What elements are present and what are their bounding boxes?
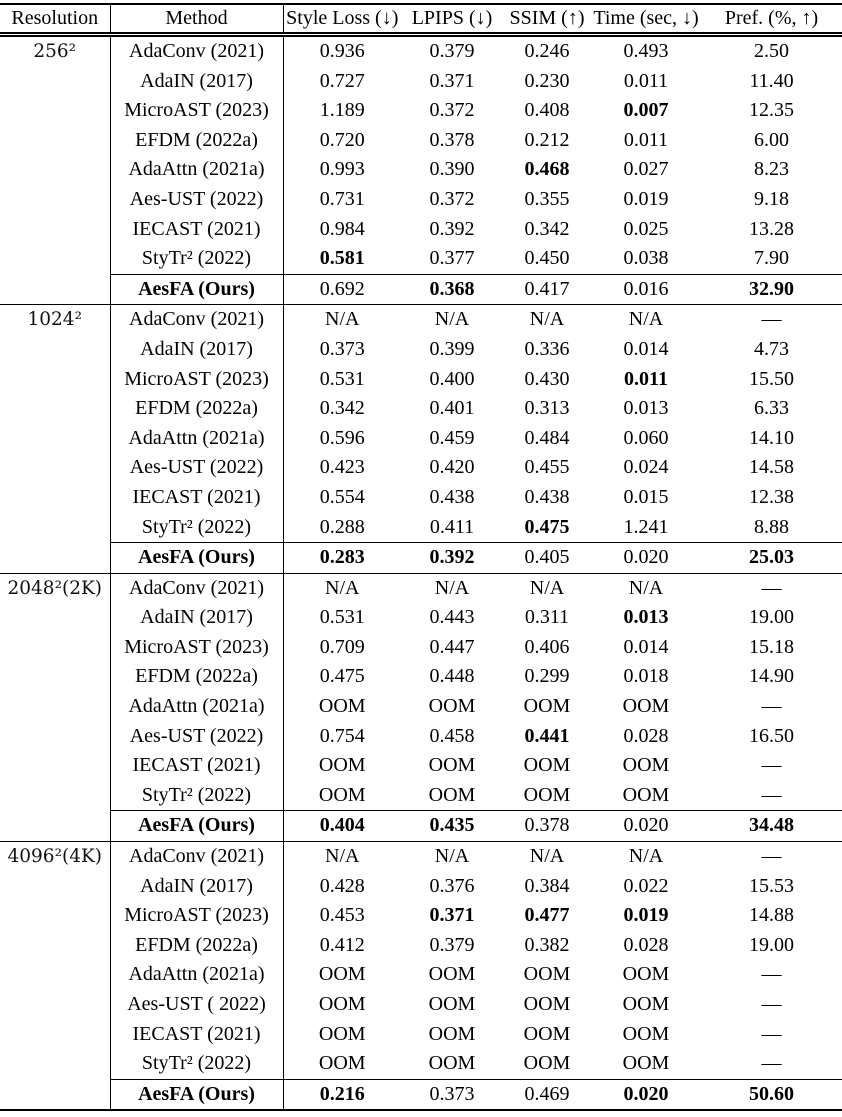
method-cell: AdaAttn (2021a) xyxy=(110,960,283,990)
value-cell: 0.404 xyxy=(283,811,401,842)
value-cell: N/A xyxy=(591,842,701,872)
result-row xyxy=(0,244,842,274)
value-cell: OOM xyxy=(523,783,571,806)
value-cell: N/A xyxy=(503,305,591,335)
result-row xyxy=(0,305,842,335)
col-header-time: Time (sec, ↓) xyxy=(591,4,701,35)
value-cell: 0.246 xyxy=(524,40,570,62)
value-cell: 0.373 xyxy=(401,1079,503,1110)
value-cell: 0.025 xyxy=(623,217,669,240)
value-cell: 0.390 xyxy=(429,158,475,181)
value-cell: — xyxy=(701,305,842,335)
value-cell: OOM xyxy=(523,695,571,718)
value-cell: 0.024 xyxy=(623,456,669,479)
result-row xyxy=(0,67,842,97)
value-cell: 14.10 xyxy=(749,426,794,449)
value-cell: OOM xyxy=(428,1052,476,1075)
value-cell: 0.411 xyxy=(429,515,475,538)
value-cell: 0.430 xyxy=(524,367,570,390)
value-cell: 8.88 xyxy=(754,515,789,538)
value-cell: 0.469 xyxy=(503,1079,591,1110)
result-row xyxy=(0,185,842,215)
value-cell: OOM xyxy=(318,783,366,806)
value-cell: 0.299 xyxy=(524,665,570,688)
value-cell: OOM xyxy=(523,754,571,777)
value-cell: 0.720 xyxy=(319,128,365,151)
value-cell: 8.23 xyxy=(754,158,789,181)
value-cell: 0.014 xyxy=(623,337,669,360)
ours-result-row xyxy=(0,274,842,305)
value-cell: 19.00 xyxy=(749,933,794,956)
method-cell: MicroAST (2023) xyxy=(110,901,283,931)
value-cell: 0.368 xyxy=(401,274,503,305)
resolution-label: 256² xyxy=(0,35,110,305)
value-cell: 0.438 xyxy=(429,485,475,508)
method-cell: AesFA (Ours) xyxy=(110,274,283,305)
method-cell: EFDM (2022a) xyxy=(110,126,283,156)
resolution-label: 2048²(2K) xyxy=(0,573,110,841)
value-cell: 0.372 xyxy=(429,187,475,210)
value-cell: 0.230 xyxy=(524,69,570,92)
value-cell: 34.48 xyxy=(701,811,842,842)
value-cell: OOM xyxy=(523,1052,571,1075)
value-cell: OOM xyxy=(622,754,670,777)
method-cell: Aes-UST (2022) xyxy=(110,185,283,215)
value-cell: 0.406 xyxy=(524,635,570,658)
method-cell: MicroAST (2023) xyxy=(110,365,283,395)
method-cell: AdaIN (2017) xyxy=(110,335,283,365)
value-cell: 7.90 xyxy=(754,247,789,270)
value-cell: 14.90 xyxy=(749,665,794,688)
value-cell: 12.35 xyxy=(749,99,794,122)
value-cell: 0.581 xyxy=(319,247,365,270)
value-cell: OOM xyxy=(318,695,366,718)
value-cell: 0.692 xyxy=(283,274,401,305)
value-cell: 0.342 xyxy=(524,217,570,240)
value-cell: 0.007 xyxy=(623,99,669,122)
result-row xyxy=(0,394,842,424)
value-cell: 0.400 xyxy=(429,367,475,390)
result-row xyxy=(0,931,842,961)
value-cell: 0.596 xyxy=(319,426,365,449)
value-cell: 1.241 xyxy=(623,515,669,538)
value-cell: 0.453 xyxy=(319,904,365,927)
value-cell: 25.03 xyxy=(701,543,842,574)
value-cell: 0.475 xyxy=(524,515,570,538)
value-cell: 0.493 xyxy=(623,40,669,62)
value-cell: N/A xyxy=(503,573,591,603)
value-cell: 0.554 xyxy=(319,485,365,508)
method-cell: EFDM (2022a) xyxy=(110,931,283,961)
value-cell: OOM xyxy=(622,1052,670,1075)
result-row xyxy=(0,215,842,245)
method-cell: AdaIN (2017) xyxy=(110,872,283,902)
col-header-lpips: LPIPS (↓) xyxy=(401,4,503,35)
value-cell: 0.384 xyxy=(524,874,570,897)
value-cell: OOM xyxy=(622,695,670,718)
method-cell: IECAST (2021) xyxy=(110,215,283,245)
value-cell: 0.212 xyxy=(524,128,570,151)
col-header-pref: Pref. (%, ↑) xyxy=(701,4,842,35)
value-cell: 0.018 xyxy=(623,665,669,688)
value-cell: OOM xyxy=(318,993,366,1015)
value-cell: OOM xyxy=(428,963,476,986)
value-cell: 0.417 xyxy=(503,274,591,305)
value-cell: 50.60 xyxy=(701,1079,842,1110)
method-cell: Aes-UST ( 2022) xyxy=(110,990,283,1020)
ours-result-row xyxy=(0,811,842,842)
result-row xyxy=(0,960,842,990)
value-cell: 14.58 xyxy=(749,456,794,479)
method-cell: StyTr² (2022) xyxy=(110,244,283,274)
value-cell: 0.011 xyxy=(624,367,668,390)
value-cell: 13.28 xyxy=(749,217,794,240)
value-cell: 0.754 xyxy=(319,724,365,747)
value-cell: 0.399 xyxy=(429,337,475,360)
value-cell: 0.531 xyxy=(319,606,365,629)
value-cell: OOM xyxy=(622,783,670,806)
value-cell: N/A xyxy=(503,842,591,872)
value-cell: 6.33 xyxy=(754,397,789,420)
value-cell: — xyxy=(761,963,782,986)
value-cell: 0.028 xyxy=(623,724,669,747)
value-cell: 0.450 xyxy=(524,247,570,270)
value-cell: OOM xyxy=(318,963,366,986)
ours-result-row xyxy=(0,543,842,574)
value-cell: 0.441 xyxy=(524,724,570,747)
value-cell: 0.014 xyxy=(623,635,669,658)
result-row xyxy=(0,1020,842,1050)
result-row xyxy=(0,842,842,872)
value-cell: OOM xyxy=(318,754,366,777)
method-cell: EFDM (2022a) xyxy=(110,662,283,692)
result-row xyxy=(0,155,842,185)
value-cell: 0.022 xyxy=(623,874,669,897)
result-row xyxy=(0,781,842,811)
value-cell: 0.288 xyxy=(319,515,365,538)
value-cell: 0.709 xyxy=(319,635,365,658)
value-cell: N/A xyxy=(401,305,503,335)
value-cell: 16.50 xyxy=(749,724,794,747)
value-cell: 0.405 xyxy=(503,543,591,574)
method-cell: Aes-UST (2022) xyxy=(110,722,283,752)
method-cell: Aes-UST (2022) xyxy=(110,453,283,483)
value-cell: 0.376 xyxy=(429,874,475,897)
value-cell: OOM xyxy=(622,963,670,986)
value-cell: 0.448 xyxy=(429,665,475,688)
value-cell: 0.372 xyxy=(429,99,475,122)
result-row xyxy=(0,483,842,513)
value-cell: 0.731 xyxy=(319,187,365,210)
value-cell: 0.379 xyxy=(429,40,475,62)
result-row xyxy=(0,513,842,543)
value-cell: 0.019 xyxy=(623,904,669,927)
value-cell: 0.984 xyxy=(319,217,365,240)
value-cell: 0.455 xyxy=(524,456,570,479)
value-cell: OOM xyxy=(428,993,476,1015)
value-cell: 0.060 xyxy=(623,426,669,449)
value-cell: OOM xyxy=(318,1052,366,1075)
result-row xyxy=(0,573,842,603)
value-cell: 0.016 xyxy=(591,274,701,305)
value-cell: — xyxy=(761,754,782,777)
value-cell: 0.027 xyxy=(623,158,669,181)
value-cell: 19.00 xyxy=(749,606,794,629)
results-table xyxy=(0,3,842,1111)
result-row xyxy=(0,901,842,931)
value-cell: 0.379 xyxy=(429,933,475,956)
value-cell: 0.378 xyxy=(429,128,475,151)
value-cell: OOM xyxy=(622,1022,670,1045)
value-cell: N/A xyxy=(591,573,701,603)
result-row xyxy=(0,1049,842,1079)
value-cell: 0.019 xyxy=(623,187,669,210)
value-cell: 0.311 xyxy=(524,606,570,629)
value-cell: — xyxy=(701,573,842,603)
value-cell: 0.408 xyxy=(524,99,570,122)
value-cell: 4.73 xyxy=(754,337,789,360)
value-cell: 9.18 xyxy=(754,187,789,210)
value-cell: N/A xyxy=(591,305,701,335)
value-cell: 0.020 xyxy=(591,543,701,574)
value-cell: 6.00 xyxy=(754,128,789,151)
value-cell: 0.371 xyxy=(429,904,475,927)
method-cell: AesFA (Ours) xyxy=(110,811,283,842)
value-cell: OOM xyxy=(428,1022,476,1045)
result-row xyxy=(0,872,842,902)
value-cell: 0.484 xyxy=(524,426,570,449)
col-header-resolution: Resolution xyxy=(0,4,110,35)
value-cell: OOM xyxy=(428,783,476,806)
value-cell: 0.477 xyxy=(524,904,570,927)
value-cell: 32.90 xyxy=(701,274,842,305)
value-cell: — xyxy=(701,842,842,872)
value-cell: 0.378 xyxy=(503,811,591,842)
result-row xyxy=(0,692,842,722)
value-cell: OOM xyxy=(622,993,670,1015)
value-cell: 0.401 xyxy=(429,397,475,420)
value-cell: 0.936 xyxy=(319,40,365,62)
ours-result-row xyxy=(0,1079,842,1110)
value-cell: 0.013 xyxy=(623,606,669,629)
value-cell: 0.458 xyxy=(429,724,475,747)
value-cell: 0.423 xyxy=(319,456,365,479)
value-cell: 0.459 xyxy=(429,426,475,449)
value-cell: 0.011 xyxy=(623,128,669,151)
value-cell: N/A xyxy=(401,842,503,872)
value-cell: 0.412 xyxy=(319,933,365,956)
method-cell: AdaIN (2017) xyxy=(110,67,283,97)
result-row xyxy=(0,335,842,365)
value-cell: — xyxy=(761,993,782,1015)
col-header-style-loss: Style Loss (↓) xyxy=(283,4,401,35)
value-cell: 0.392 xyxy=(401,543,503,574)
value-cell: 0.727 xyxy=(319,69,365,92)
method-cell: IECAST (2021) xyxy=(110,483,283,513)
value-cell: OOM xyxy=(523,993,571,1015)
result-row xyxy=(0,365,842,395)
value-cell: 0.013 xyxy=(623,397,669,420)
value-cell: 15.53 xyxy=(749,874,794,897)
method-cell: AdaAttn (2021a) xyxy=(110,155,283,185)
value-cell: 0.028 xyxy=(623,933,669,956)
method-cell: StyTr² (2022) xyxy=(110,781,283,811)
value-cell: 15.18 xyxy=(749,635,794,658)
value-cell: N/A xyxy=(283,842,401,872)
value-cell: 0.313 xyxy=(524,397,570,420)
method-cell: IECAST (2021) xyxy=(110,751,283,781)
col-header-ssim: SSIM (↑) xyxy=(503,4,591,35)
resolution-label: 1024² xyxy=(0,305,110,573)
result-row xyxy=(0,35,842,67)
method-cell: StyTr² (2022) xyxy=(110,1049,283,1079)
value-cell: N/A xyxy=(283,305,401,335)
value-cell: 0.392 xyxy=(429,217,475,240)
value-cell: OOM xyxy=(523,963,571,986)
result-row xyxy=(0,662,842,692)
method-cell: AdaIN (2017) xyxy=(110,603,283,633)
value-cell: 0.438 xyxy=(524,485,570,508)
result-row xyxy=(0,990,842,1020)
result-row xyxy=(0,126,842,156)
value-cell: 0.475 xyxy=(319,665,365,688)
value-cell: 14.88 xyxy=(749,904,794,927)
method-cell: AdaConv (2021) xyxy=(110,842,283,872)
method-cell: AesFA (Ours) xyxy=(110,1079,283,1110)
value-cell: N/A xyxy=(401,573,503,603)
method-cell: EFDM (2022a) xyxy=(110,394,283,424)
value-cell: 0.216 xyxy=(283,1079,401,1110)
value-cell: — xyxy=(761,695,782,718)
value-cell: OOM xyxy=(428,695,476,718)
value-cell: 0.020 xyxy=(591,811,701,842)
value-cell: 0.371 xyxy=(429,69,475,92)
result-row xyxy=(0,722,842,752)
value-cell: — xyxy=(761,1052,782,1075)
value-cell: 0.283 xyxy=(283,543,401,574)
method-cell: AdaConv (2021) xyxy=(110,35,283,67)
value-cell: 0.015 xyxy=(623,485,669,508)
value-cell: 0.020 xyxy=(591,1079,701,1110)
method-cell: AdaAttn (2021a) xyxy=(110,424,283,454)
value-cell: 0.447 xyxy=(429,635,475,658)
value-cell: — xyxy=(761,783,782,806)
value-cell: 2.50 xyxy=(754,40,789,62)
value-cell: 12.38 xyxy=(749,485,794,508)
method-cell: AdaAttn (2021a) xyxy=(110,692,283,722)
value-cell: — xyxy=(761,1022,782,1045)
value-cell: 1.189 xyxy=(319,99,365,122)
method-cell: AesFA (Ours) xyxy=(110,543,283,574)
value-cell: 0.373 xyxy=(319,337,365,360)
value-cell: 0.428 xyxy=(319,874,365,897)
value-cell: 0.420 xyxy=(429,456,475,479)
method-cell: MicroAST (2023) xyxy=(110,96,283,126)
value-cell: 0.377 xyxy=(429,247,475,270)
result-row xyxy=(0,633,842,663)
result-row xyxy=(0,453,842,483)
value-cell: 0.038 xyxy=(623,247,669,270)
value-cell: 0.531 xyxy=(319,367,365,390)
resolution-label: 4096²(4K) xyxy=(0,842,110,1111)
value-cell: 0.342 xyxy=(319,397,365,420)
method-cell: IECAST (2021) xyxy=(110,1020,283,1050)
value-cell: 0.011 xyxy=(623,69,669,92)
result-row xyxy=(0,751,842,781)
value-cell: OOM xyxy=(318,1022,366,1045)
value-cell: 0.443 xyxy=(429,606,475,629)
method-cell: AdaConv (2021) xyxy=(110,305,283,335)
value-cell: 0.336 xyxy=(524,337,570,360)
header-row xyxy=(0,4,842,35)
value-cell: OOM xyxy=(428,754,476,777)
value-cell: 0.382 xyxy=(524,933,570,956)
result-row xyxy=(0,424,842,454)
value-cell: 11.40 xyxy=(749,69,794,92)
value-cell: 0.355 xyxy=(524,187,570,210)
result-row xyxy=(0,96,842,126)
value-cell: 15.50 xyxy=(749,367,794,390)
result-row xyxy=(0,603,842,633)
value-cell: 0.993 xyxy=(319,158,365,181)
method-cell: AdaConv (2021) xyxy=(110,573,283,603)
method-cell: StyTr² (2022) xyxy=(110,513,283,543)
value-cell: N/A xyxy=(283,573,401,603)
value-cell: 0.435 xyxy=(401,811,503,842)
value-cell: OOM xyxy=(523,1022,571,1045)
method-cell: MicroAST (2023) xyxy=(110,633,283,663)
value-cell: 0.468 xyxy=(524,158,570,181)
col-header-method: Method xyxy=(110,4,283,35)
